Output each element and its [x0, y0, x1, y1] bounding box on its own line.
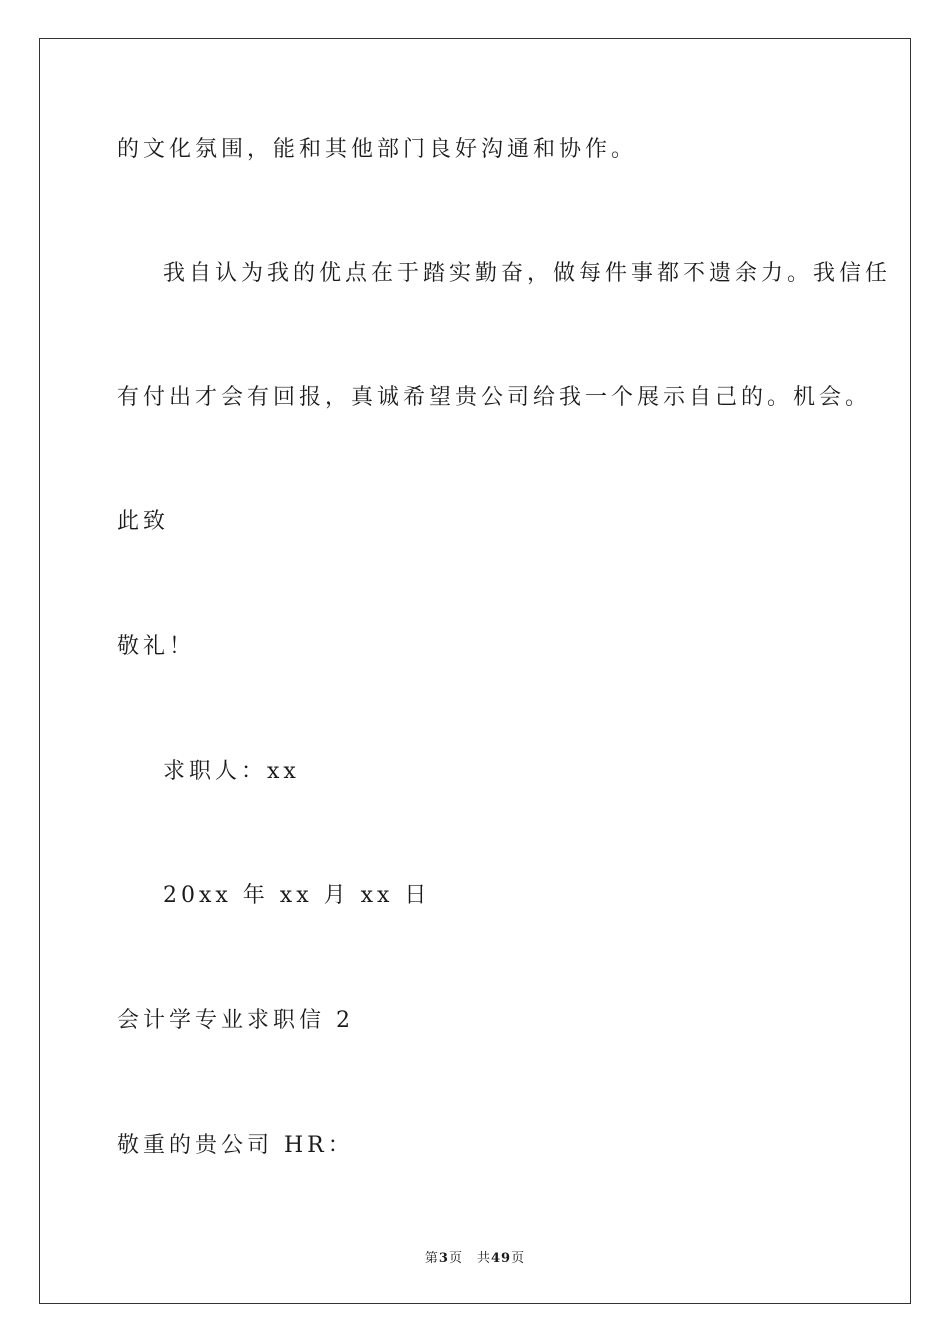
- paragraph-line: 的文化氛围，能和其他部门良好沟通和协作。: [117, 137, 638, 162]
- closing-salutation: 此致: [117, 509, 170, 534]
- paragraph-line: 有付出才会有回报，真诚希望贵公司给我一个展示自己的。机会。: [117, 385, 872, 410]
- footer-page-prefix: 第: [424, 1251, 439, 1266]
- signature-date: 20xx 年 xx 月 xx 日: [163, 883, 431, 908]
- signature-applicant: 求职人：xx: [163, 759, 300, 784]
- section-heading: 会计学专业求职信 2: [117, 1008, 354, 1033]
- page-border: [39, 38, 911, 1304]
- footer-page-total: 49: [490, 1251, 512, 1266]
- closing-respect: 敬礼！: [117, 634, 196, 659]
- page-footer: [0, 1247, 950, 1266]
- footer-total-suffix: 页: [511, 1251, 526, 1266]
- footer-page-suffix: 页: [448, 1251, 463, 1266]
- footer-total-prefix: 共: [476, 1251, 491, 1266]
- letter-greeting: 敬重的贵公司 HR：: [117, 1133, 354, 1158]
- footer-page-current: 3: [438, 1251, 449, 1266]
- paragraph-line: 我自认为我的优点在于踏实勤奋，做每件事都不遗余力。我信任: [163, 261, 892, 286]
